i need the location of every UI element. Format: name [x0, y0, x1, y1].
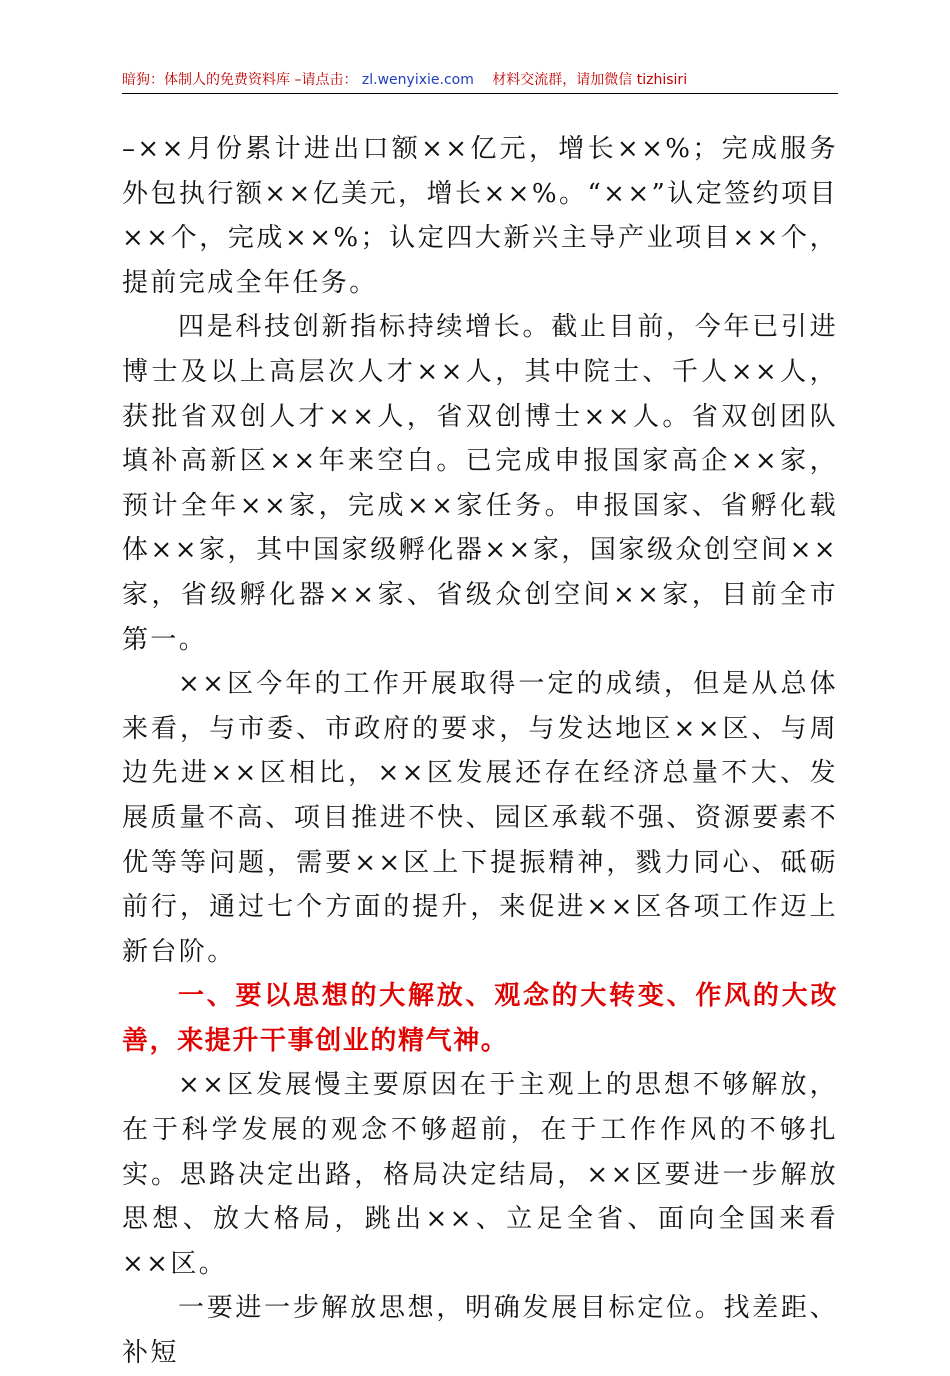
document-body: [122, 127, 838, 1376]
header-wechat-group: 材料交流群，请加微信 tizhisiri: [492, 72, 688, 88]
paragraph-first-requirement: 一要进一步解放思想，明确发展目标定位。找差距、补短: [122, 1293, 838, 1369]
header-click-prompt: –请点击：: [294, 72, 358, 88]
page-header: [122, 70, 838, 90]
header-url-link[interactable]: zl.wenyixie.com: [361, 72, 474, 88]
section-heading-one: 一、要以思想的大解放、观念的大转变、作风的大改善，来提升干事创业的精气神。: [122, 981, 838, 1056]
paragraph-tech-innovation: 四是科技创新指标持续增长。截止目前，今年已引进博士及以上高层次人才××人，其中院士、千人××人，获批省双创人才××人，省双创博士××人。省双创团队填补高新区××年来空白。已完成申报国家高企××家，预计全年××家，完成××家任务。申报国家、省孵化载体××家，其中国家级孵化器××家，国家级众创空间××家，省级孵化器××家、省级众创空间××家，目前全市第一。: [122, 312, 838, 655]
paragraph-thinking-liberation: ××区发展慢主要原因在于主观上的思想不够解放，在于科学发展的观念不够超前，在于工作作风的不够扎实。思路决定出路，格局决定结局，××区要进一步解放思想、放大格局，跳出××、立足全省、面向全国来看××区。: [122, 1070, 838, 1279]
header-brand: 暗狗：体制人的免费资料库: [122, 72, 290, 88]
paragraph-trade-stats: –××月份累计进出口额××亿元，增长××%；完成服务外包执行额××亿美元，增长××%。“××”认定签约项目××个，完成××%；认定四大新兴主导产业项目××个，提前完成全年任务。: [122, 134, 838, 298]
header-divider: [122, 93, 838, 94]
paragraph-overall-assessment: ××区今年的工作开展取得一定的成绩，但是从总体来看，与市委、市政府的要求，与发达地区××区、与周边先进××区相比，××区发展还存在经济总量不大、发展质量不高、项目推进不快、园区承载不强、资源要素不优等等问题，需要××区上下提振精神，戮力同心、砥砺前行，通过七个方面的提升，来促进××区各项工作迈上新台阶。: [122, 669, 838, 967]
